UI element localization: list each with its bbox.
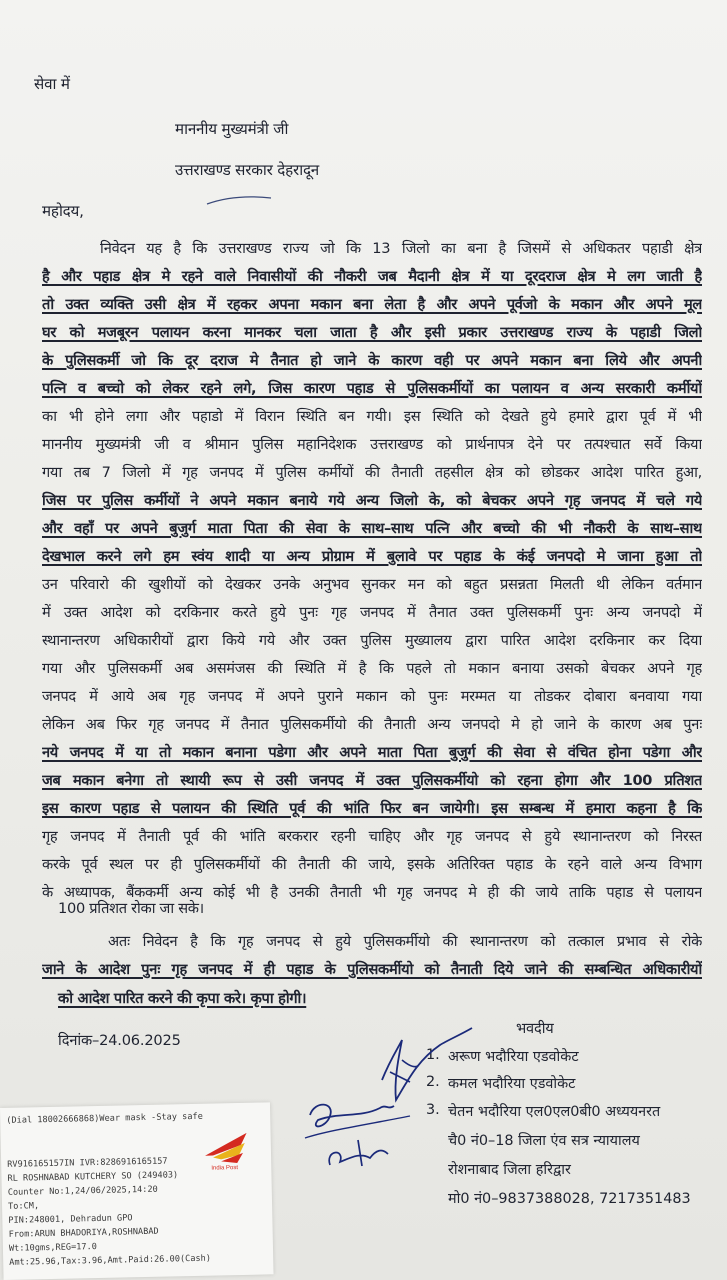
address-line-2: रोशनाबाद जिला हरिद्वार bbox=[448, 1162, 571, 1178]
signatory-2-name: कमल भदौरिया एडवोकेट bbox=[448, 1076, 576, 1092]
request-line: जाने के आदेश पुनः गृह जनपद में ही पहाड के पुलिसकर्मीयो को तैनाती दिये जाने की सम्बन्धित अधिकारीयों bbox=[42, 961, 702, 978]
body-line: का भी होने लगा और पहाडो में विरान स्थिति बन गयी। इस स्थिति को देखते हुये हमारे द्वारा पूर्व में भी bbox=[42, 408, 702, 425]
receipt-line-2: RL ROSHNABAD KUTCHERY SO (249403) bbox=[7, 1170, 179, 1184]
body-line: निवेदन यह है कि उत्तराखण्ड राज्य जो कि 13 जिलो का बना है जिसमें से अधिकतर पहाडी क्षेत्र bbox=[100, 240, 702, 257]
body-line: घर को मजबूरन पलायन करना मानकर चला जाता है और इसी प्रकार उत्तराखण्ड राज्य के पहाडी जिलो bbox=[42, 324, 702, 341]
body-line: गया तब 7 जिलो में गृह जनपद में पुलिस कर्मीयों की तैनाती तहसील क्षेत्र को छोडकर आदेश पारित हुआ, bbox=[42, 464, 702, 481]
recipient-line-1: माननीय मुख्यमंत्री जी bbox=[175, 120, 289, 138]
body-last-line: 100 प्रतिशत रोका जा सके। bbox=[58, 900, 204, 917]
receipt-line-5: PIN:248001, Dehradun GPO bbox=[8, 1213, 133, 1226]
body-line: उन परिवारो की खुशीयों को देखकर उनके अनुभव सुनकर मन को बहुत प्रसन्नता मिलती थी लेकिन वर्तमान bbox=[42, 576, 702, 593]
handwritten-signature bbox=[290, 1020, 480, 1180]
receipt-line-7: Wt:10gms,REG=17.0 bbox=[8, 1242, 98, 1254]
request-last-line: को आदेश पारित करने की कृपा करे। कृपा होगी। bbox=[58, 990, 307, 1007]
india-post-logo-icon bbox=[200, 1125, 253, 1172]
greeting: महोदय, bbox=[42, 202, 84, 220]
signatory-3-number: 3. bbox=[426, 1102, 440, 1118]
body-line: जब मकान बनेगा तो स्थायी रूप से उसी जनपद में उक्त पुलिसकर्मीयो को रहना होगा और 100 प्रतिशत bbox=[42, 772, 702, 789]
receipt-line-0: (Dial 18002666868)Wear mask -Stay safe bbox=[6, 1111, 203, 1126]
letter-date: दिनांक–24.06.2025 bbox=[58, 1032, 181, 1049]
signatory-3-name: चेतन भदौरिया एल0एल0बी0 अध्ययनरत bbox=[448, 1104, 661, 1120]
postal-receipt bbox=[0, 1102, 274, 1280]
receipt-line-3: Counter No:1,24/06/2025,14:20 bbox=[7, 1184, 158, 1198]
body-line: स्थानान्तरण अधिकारीयों द्वारा किये गये और उक्त पुलिस मुख्यालय द्वारा पारित आदेश दरकिनार कर दिया bbox=[42, 632, 702, 649]
receipt-line-6: From:ARUN BHADORIYA,ROSHNABAD bbox=[8, 1226, 159, 1240]
pen-mark bbox=[205, 190, 275, 210]
body-line: और वहाँ पर अपने बुजुर्ग माता पिता की सेवा के साथ–साथ पत्नि और बच्चो की भी नौकरी के साथ–साथ bbox=[42, 520, 702, 537]
body-line: है और पहाड क्षेत्र मे रहने वाले निवासीयों की नौकरी जब मैदानी क्षेत्र में या दूरदराज क्षेत्र मे लग जाती है bbox=[42, 268, 702, 285]
receipt-line-1: RV916165157IN IVR:8286916165157 bbox=[7, 1156, 168, 1170]
body-line: नये जनपद में या तो मकान बनाना पडेगा और अपने माता पिता बुजुर्ग की सेवा से वंचित होना पडेगा और bbox=[42, 744, 702, 761]
body-line: देखभाल करने लगे हम स्वंय शादी या अन्य प्रोग्राम में बुलावे पर पहाड के कंई जनपदो मे जाना हुआ तो bbox=[42, 548, 702, 565]
body-line: करके पूर्व स्थल पर ही पुलिसकर्मीयों की तैनाती की जाये, इसके अतिरिक्त पहाड के रहने वाले अन्य विभाग bbox=[42, 856, 702, 873]
signatory-1-number: 1. bbox=[426, 1047, 440, 1063]
request-line: अतः निवेदन है कि गृह जनपद से हुये पुलिसकर्मीयो की स्थानान्तरण को तत्काल प्रभाव से रोके bbox=[108, 933, 702, 950]
body-line: गृह जनपद में तैनाती पूर्व की भांति बरकरार रहनी चाहिए और गृह जनपद से हुये स्थानान्तरण को निरस्त bbox=[42, 828, 702, 845]
body-line: इस कारण पहाड से पलायन की स्थिति पूर्व की भांति फिर बन जायेगी। इस सम्बन्ध में हमारा कहना है कि bbox=[42, 800, 702, 817]
recipient-line-2: उत्तराखण्ड सरकार देहरादून bbox=[175, 161, 320, 179]
address-line-1: चै0 नं0–18 जिला एंव सत्र न्यायालय bbox=[448, 1133, 640, 1149]
signatory-2-number: 2. bbox=[426, 1074, 440, 1090]
body-line: माननीय मुख्यमंत्री जी व श्रीमान पुलिस महानिदेशक उत्तराखण्ड को प्रार्थनापत्र देने पर तत्पश्चात सर्वे किया bbox=[42, 436, 702, 453]
receipt-line-8: Amt:25.96,Tax:3.96,Amt.Paid:26.00(Cash) bbox=[9, 1253, 212, 1268]
body-line: के पुलिसकर्मी जो कि दूर दराज मे तैनात हो जाने के कारण वही पर अपने मकान बना लिये और अपनी bbox=[42, 352, 702, 369]
body-line: जिस पर पुलिस कर्मीयों ने अपने मकान बनाये गये अन्य जिलो के, को बेचकर अपने गृह जनपद में चले गये bbox=[42, 492, 702, 509]
india-post-logo-text: India Post bbox=[211, 1165, 239, 1172]
closing: भवदीय bbox=[516, 1020, 554, 1037]
body-line: में उक्त आदेश को दरकिनार करते हुये पुनः गृह जनपद में तैनात उक्त पुलिसकर्मी पुनः अन्य जनपदो में bbox=[42, 604, 702, 621]
body-line: जनपद में आये अब गृह जनपद में अपने पुराने मकान को पुनः मरम्मत या तोडकर दोबारा बनवाया गया bbox=[42, 688, 702, 705]
signatory-1-name: अरूण भदौरिया एडवोकेट bbox=[448, 1049, 579, 1065]
body-line: गया और पुलिसकर्मी अब असमंजस की स्थिति में है कि पहले तो मकान बनाया उसको बेचकर अपने गृह bbox=[42, 660, 702, 677]
body-line: पत्नि व बच्चो को लेकर रहने लगे, जिस कारण पहाड से पुलिसकर्मीयों का पलायन व अन्य सरकारी कर्मीयों bbox=[42, 380, 702, 397]
body-line: के अध्यापक, बैंककर्मी अन्य कोई भी है उनकी तैनाती भी गृह जनपद मे ही की जाये ताकि पहाड से पलायन bbox=[42, 884, 702, 901]
address-line-3: मो0 नं0–9837388028, 7217351483 bbox=[448, 1191, 691, 1207]
body-line: तो उक्त व्यक्ति उसी क्षेत्र में रहकर अपना मकान बना लेता है और अपने पूर्वजो के मकान और अपने मूल bbox=[42, 296, 702, 313]
body-line: लेकिन अब फिर गृह जनपद में तैनात पुलिसकर्मीयो की तैनाती अन्य जनपदो मे हो जाने के कारण अब पुनः bbox=[42, 716, 702, 733]
receipt-line-4: To:CM, bbox=[7, 1201, 40, 1212]
salutation-to: सेवा में bbox=[34, 75, 70, 93]
